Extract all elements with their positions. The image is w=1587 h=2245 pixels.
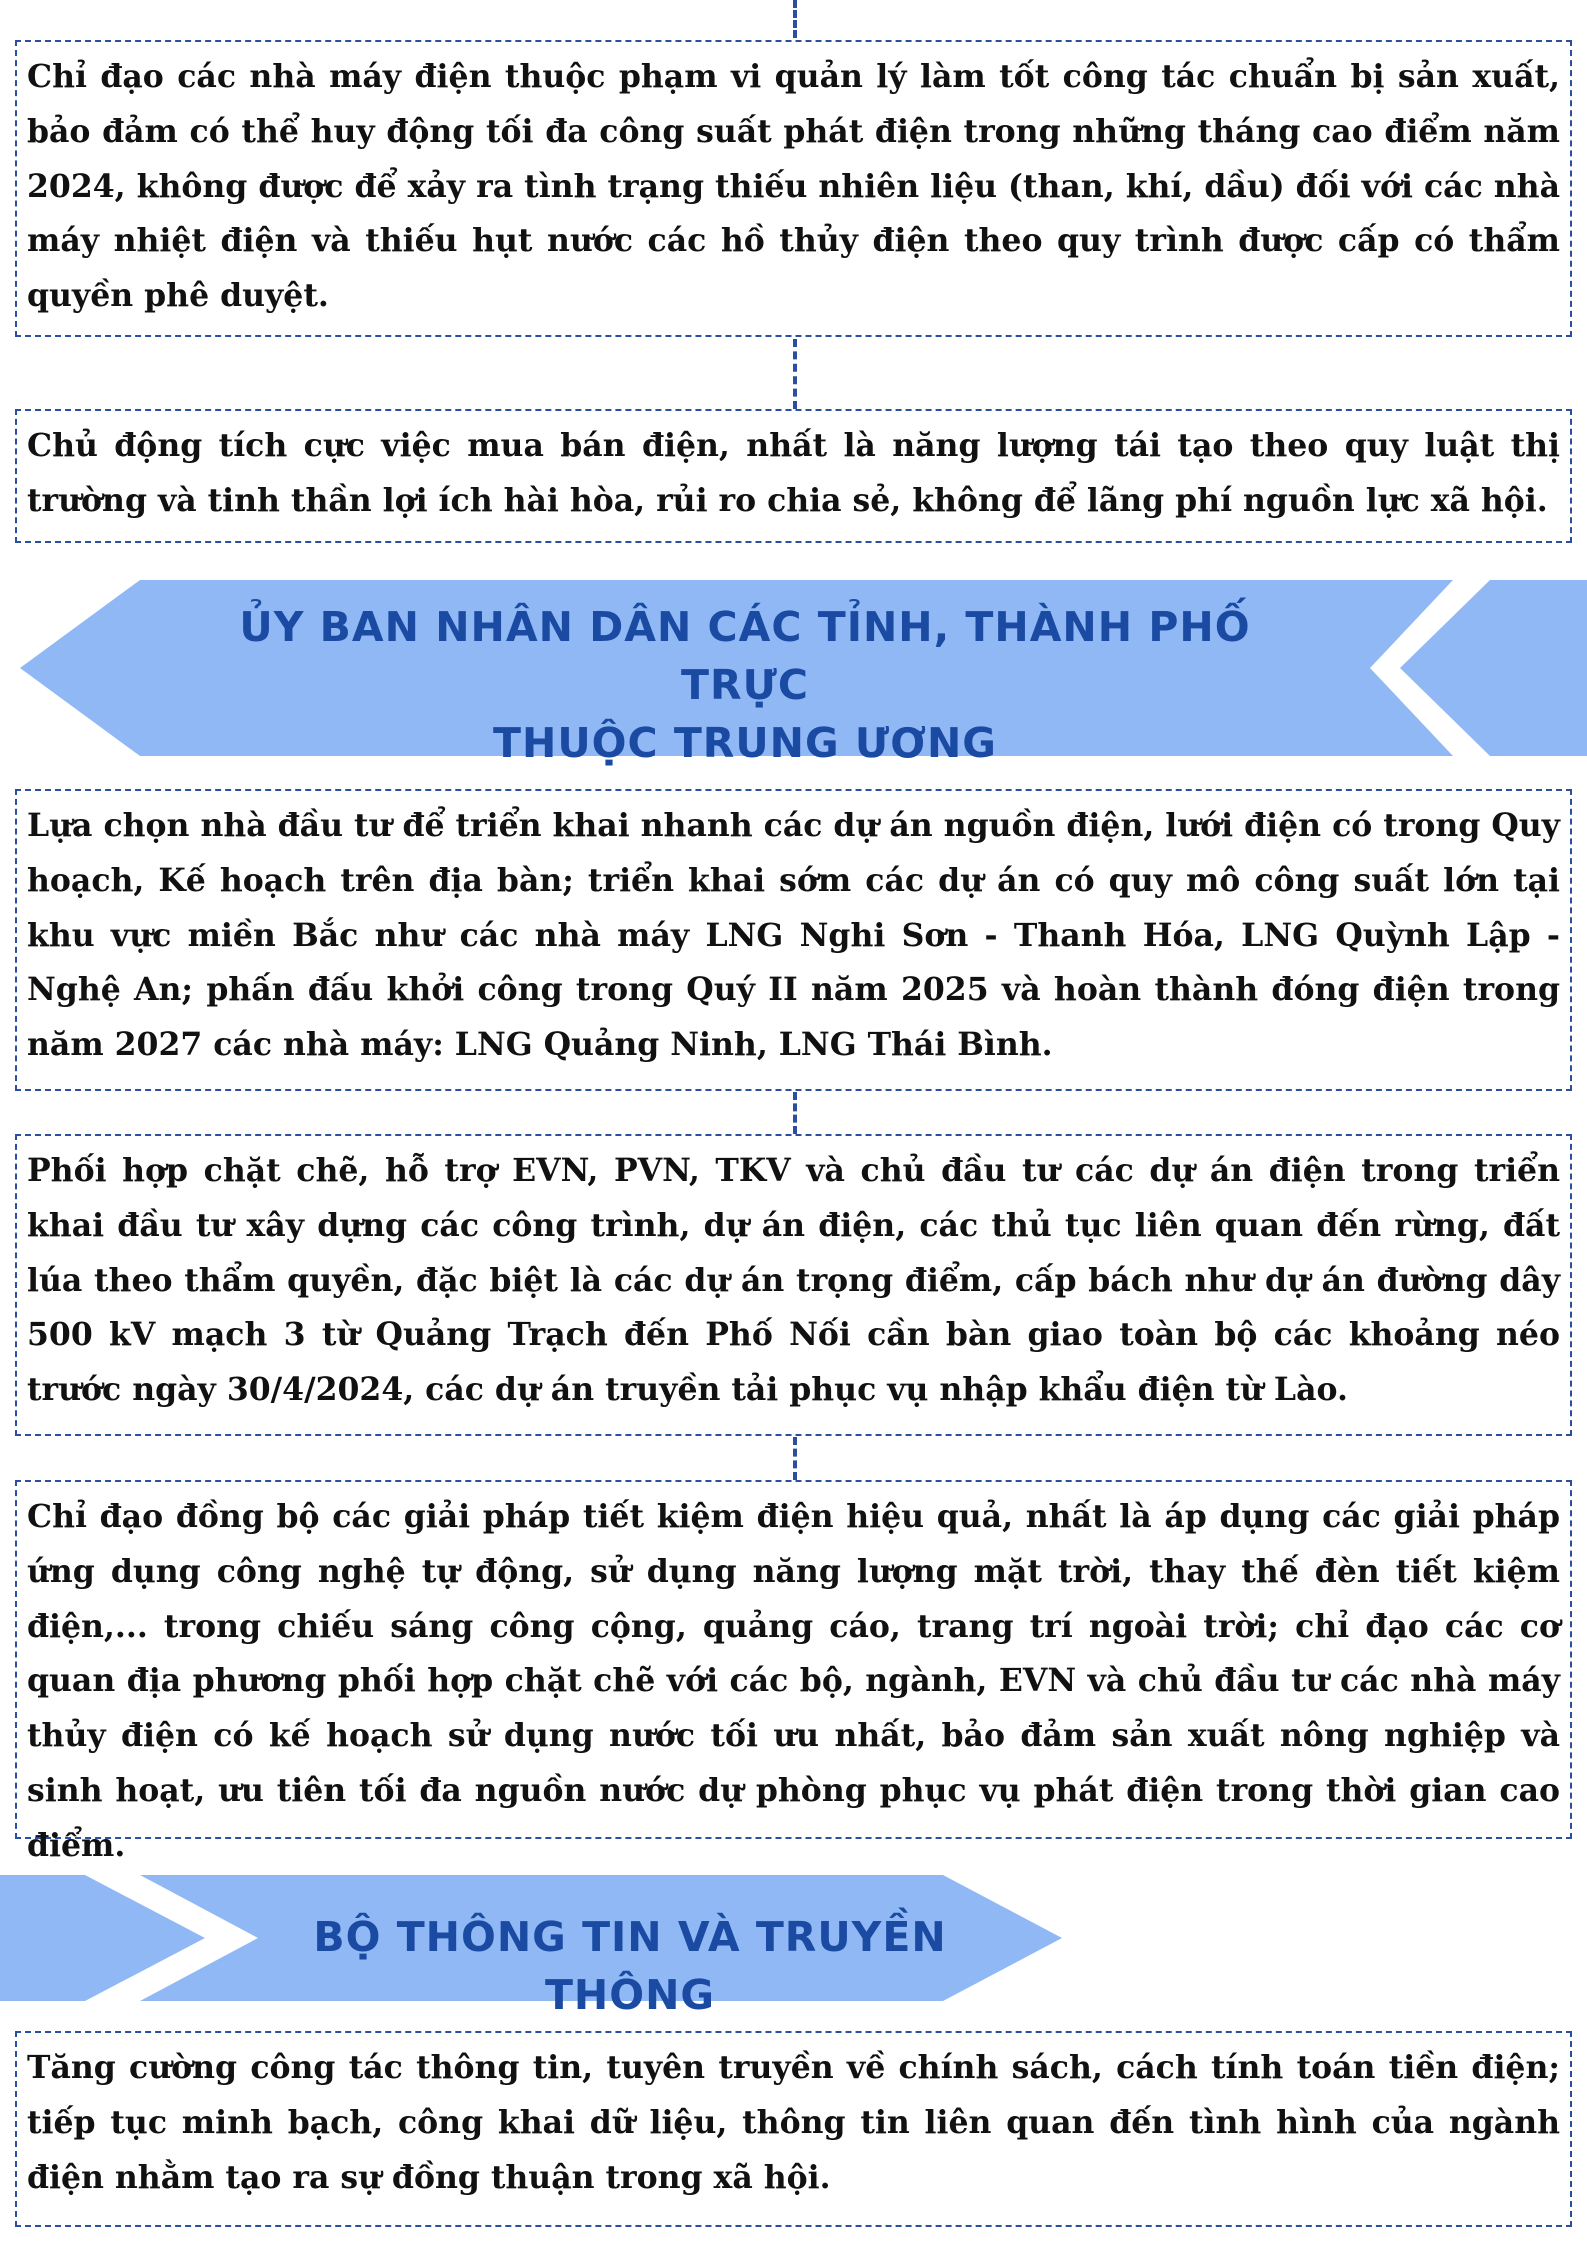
connector-4-5 (793, 1437, 797, 1480)
text-box-generation-readiness (15, 40, 1572, 337)
text-box-power-trading (15, 409, 1572, 543)
text-box-coordination-evn (15, 1134, 1572, 1436)
heading-line-1: ỦY BAN NHÂN DÂN CÁC TỈNH, THÀNH PHỐ TRỰC (239, 603, 1251, 709)
text-box-energy-saving (15, 1480, 1572, 1864)
top-connector (793, 0, 797, 38)
connector-1-2 (793, 339, 797, 409)
box-text: Chủ động tích cực việc mua bán điện, nhất là năng lượng tái tạo theo quy luật thị trường và tinh thần lợi ích hài hòa, rủi ro chia sẻ, không để lãng phí nguồn lực xã hội. (27, 427, 1560, 519)
heading-provinces (185, 598, 1305, 772)
text-box-communication (15, 2031, 1572, 2227)
box-text: Phối hợp chặt chẽ, hỗ trợ EVN, PVN, TKV và chủ đầu tư các dự án điện trong triển khai đầu tư xây dựng các công trình, dự án điện, các thủ tục liên quan đến rừng, đất lúa theo thẩm quyền, đặc biệt là các dự án trọng điểm, cấp bách như dự án đường dây 500 kV mạch 3 từ Quảng Trạch đến Phố Nối cần bàn giao toàn bộ các khoảng néo trước ngày 30/4/2024, các dự án truyền tải phục vụ nhập khẩu điện từ Lào. (27, 1152, 1560, 1409)
heading-line-2: THUỘC TRUNG ƯƠNG (493, 719, 997, 767)
box-text: Tăng cường công tác thông tin, tuyên truyền về chính sách, cách tính toán tiền điện; tiếp tục minh bạch, công khai dữ liệu, thông tin liên quan đến tình hình của ngành điện nhằm tạo ra sự đồng thuận trong xã hội. (27, 2049, 1560, 2196)
connector-3-4 (793, 1092, 797, 1134)
box-text: Chỉ đạo các nhà máy điện thuộc phạm vi quản lý làm tốt công tác chuẩn bị sản xuất, bảo đảm có thể huy động tối đa công suất phát điện trong những tháng cao điểm năm 2024, không được để xảy ra tình trạng thiếu nhiên liệu (than, khí, dầu) đối với các nhà máy nhiệt điện và thiếu hụt nước các hồ thủy điện theo quy trình được cấp có thẩm quyền phê duyệt. (27, 58, 1560, 315)
heading-info-comm (230, 1908, 1030, 2024)
box-text: Lựa chọn nhà đầu tư để triển khai nhanh các dự án nguồn điện, lưới điện có trong Quy hoạch, Kế hoạch trên địa bàn; triển khai sớm các dự án có quy mô công suất lớn tại khu vực miền Bắc như các nhà máy LNG Nghi Sơn - Thanh Hóa, LNG Quỳnh Lập - Nghệ An; phấn đấu khởi công trong Quý II năm 2025 và hoàn thành đóng điện trong năm 2027 các nhà máy: LNG Quảng Ninh, LNG Thái Bình. (27, 807, 1560, 1064)
heading-line: BỘ THÔNG TIN VÀ TRUYỀN THÔNG (313, 1913, 947, 2019)
banner-chevron-tail (0, 1875, 205, 2001)
text-box-investor-selection (15, 789, 1572, 1091)
box-text: Chỉ đạo đồng bộ các giải pháp tiết kiệm điện hiệu quả, nhất là áp dụng các giải pháp ứng dụng công nghệ tự động, sử dụng năng lượng mặt trời, thay thế đèn tiết kiệm điện,... trong chiếu sáng công cộng, quảng cáo, trang trí ngoài trời; chỉ đạo các cơ quan địa phương phối hợp chặt chẽ với các bộ, ngành, EVN và chủ đầu tư các nhà máy thủy điện có kế hoạch sử dụng nước tối ưu nhất, bảo đảm sản xuất nông nghiệp và sinh hoạt, ưu tiên tối đa nguồn nước dự phòng phục vụ phát điện trong thời gian cao điểm. (27, 1498, 1560, 1864)
